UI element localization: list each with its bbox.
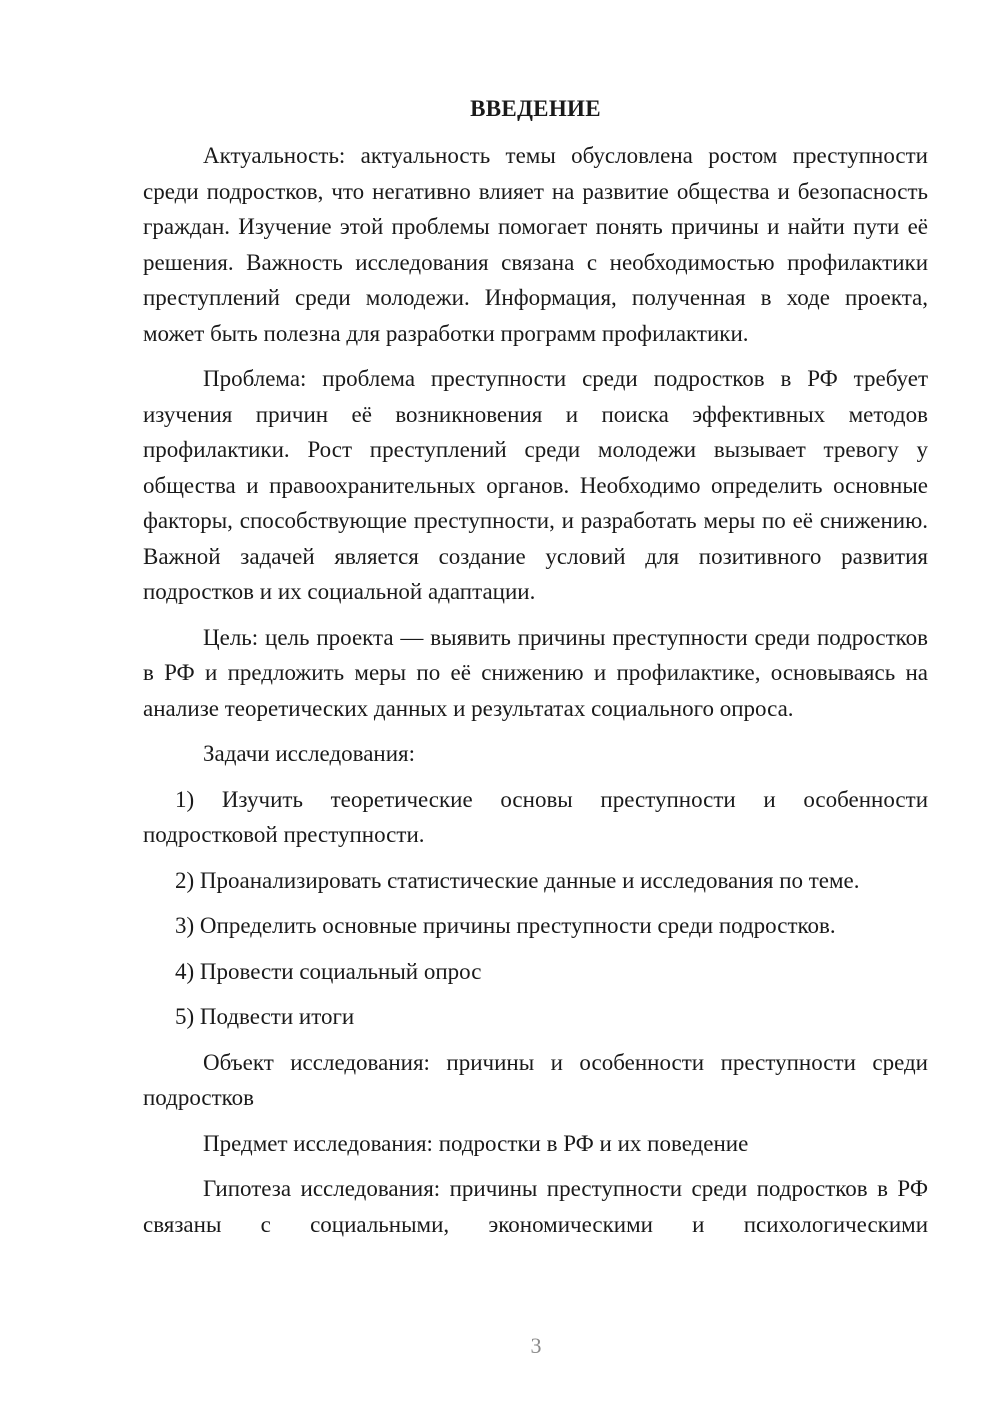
paragraph-relevance: Актуальность: актуальность темы обусловлена ростом преступности среди подростков, что негативно влияет на развитие общества и безопасность граждан. Изучение этой проблемы помогает понять причины и найти пути её решения. Важность исследования связана с необходимостью профилактики преступлений среди молодежи. Информация, полученная в ходе проекта, может быть полезна для разработки программ профилактики.	[143, 143, 928, 346]
task-item: 1) Изучить теоретические основы преступности и особенности подростковой преступности.	[143, 786, 928, 847]
paragraph-object: Объект исследования: причины и особенности преступности среди подростков	[143, 1049, 928, 1110]
tasks-heading: Задачи исследования:	[203, 741, 416, 766]
document-body	[143, 95, 928, 1242]
task-item: 3) Определить основные причины преступности среди подростков.	[175, 913, 836, 938]
page-number: 3	[530, 1333, 542, 1358]
paragraph-subject: Предмет исследования: подростки в РФ и их поведение	[203, 1130, 749, 1156]
task-item: 4) Провести социальный опрос	[175, 958, 482, 984]
paragraph-hypothesis: Гипотеза исследования: причины преступности среди подростков в РФ связаны с социальными, экономическими и психологическими	[143, 1176, 928, 1237]
section-title: ВВЕДЕНИЕ	[470, 96, 601, 121]
task-item: 5) Подвести итоги	[175, 1004, 355, 1029]
task-item: 2) Проанализировать статистические данные и исследования по теме.	[175, 867, 860, 893]
paragraph-problem: Проблема: проблема преступности среди подростков в РФ требует изучения причин её возникновения и поиска эффективных методов профилактики. Рост преступлений среди молодежи вызывает тревогу у общества и правоохранительных органов. Необходимо определить основные факторы, способствующие преступности, и разработать меры по её снижению. Важной задачей является создание условий для позитивного развития подростков и их социальной адаптации.	[143, 366, 928, 604]
paragraph-goal: Цель: цель проекта — выявить причины преступности среди подростков в РФ и предложить меры по её снижению и профилактике, основываясь на анализе теоретических данных и результатах социального опроса.	[143, 624, 928, 721]
